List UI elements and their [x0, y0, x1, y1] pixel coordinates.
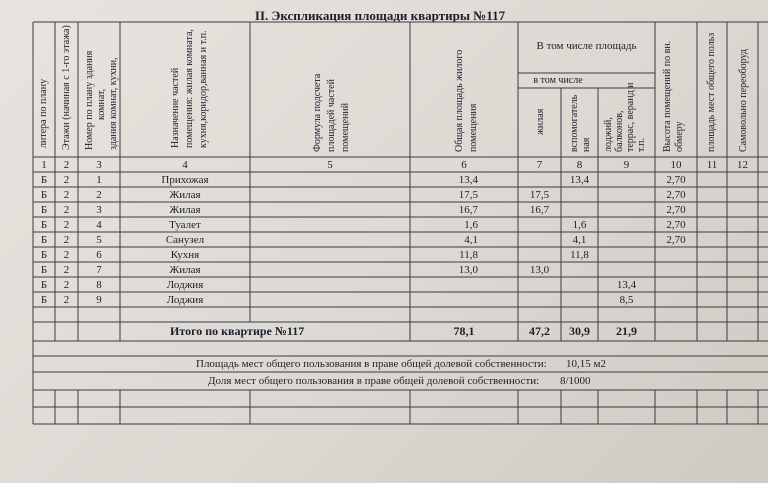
col-number: 7: [536, 159, 543, 171]
col-number: 10: [670, 159, 682, 171]
header-formula-1: Формула подсчета: [312, 73, 323, 152]
totals-living: 47,2: [529, 324, 550, 338]
header-total-area-1: Общая площадь жилого: [454, 49, 465, 152]
cell-name: Санузел: [165, 234, 205, 246]
header-floor: Этажи (начиная с 1-го этажа): [61, 25, 72, 150]
header-total-area-2: помещения: [468, 103, 479, 152]
cell-number: 1: [96, 174, 102, 186]
cell-litera: Б: [40, 174, 48, 186]
cell-floor: 2: [63, 174, 70, 186]
cell-name: Жилая: [169, 189, 201, 201]
header-formula-2: площадей частей: [326, 79, 337, 152]
col-number: 9: [623, 159, 630, 171]
cell-floor: 2: [63, 279, 70, 291]
cell-floor: 2: [63, 249, 70, 261]
cell-floor: 2: [63, 234, 70, 246]
col-number: 4: [182, 159, 188, 171]
cell-floor: 2: [63, 264, 70, 276]
cell-litera: Б: [40, 249, 48, 261]
cell-floor: 2: [63, 219, 70, 231]
cell-total: 16,7: [458, 204, 478, 216]
header-living: жилая: [535, 108, 546, 135]
cell-total: 13,4: [458, 174, 478, 186]
page-title: II. Экспликация площади квартиры №117: [254, 8, 506, 23]
cell-aux: 11,8: [570, 249, 589, 261]
cell-number: 7: [96, 264, 102, 276]
cell-floor: 2: [63, 189, 70, 201]
cell-height: 2,70: [666, 234, 686, 246]
cell-living: 16,7: [529, 204, 550, 216]
common-area-value: 10,15 м2: [566, 358, 606, 370]
cell-name: Лоджия: [166, 294, 204, 306]
header-litera: литера по плану: [38, 78, 49, 148]
cell-height: 2,70: [666, 174, 686, 186]
header-formula-3: помещений: [340, 102, 351, 152]
cell-number: 9: [96, 294, 102, 306]
header-loggia-4: т.п.: [636, 138, 647, 152]
header-room-number-3: здания комнат, кухни,: [108, 57, 119, 150]
col-number: 5: [327, 159, 333, 171]
cell-total: 11,8: [459, 249, 478, 261]
cell-floor: 2: [63, 204, 70, 216]
header-aux-1: вспомогатель: [569, 94, 580, 152]
cell-litera: Б: [40, 189, 48, 201]
cell-number: 5: [96, 234, 102, 246]
cell-loggia: 13,4: [616, 279, 637, 291]
cell-loggia: 8,5: [619, 294, 634, 306]
cell-number: 8: [96, 279, 102, 291]
header-room-number-2: комнат,: [96, 88, 107, 120]
cell-litera: Б: [40, 204, 48, 216]
cell-name: Жилая: [169, 204, 201, 216]
cell-height: 2,70: [666, 189, 686, 201]
col-number: 1: [41, 159, 47, 171]
cell-number: 6: [96, 249, 102, 261]
common-share-value: 8/1000: [560, 375, 591, 387]
cell-total: 1,6: [464, 219, 478, 231]
cell-litera: Б: [40, 294, 48, 306]
totals-aux: 30,9: [569, 324, 590, 338]
col-number: 11: [706, 159, 718, 171]
col-number: 6: [461, 159, 467, 171]
cell-name: Прихожая: [161, 174, 209, 186]
col-number: 12: [737, 159, 748, 171]
header-loggia-3: террас, веранд и: [625, 82, 636, 152]
header-purpose-3: кухня,коридор,ванная и т.п.: [198, 30, 209, 148]
common-area-label: Площадь мест общего пользования в праве общей долевой собственности:: [196, 358, 547, 370]
cell-number: 2: [96, 189, 102, 201]
header-height-2: обмеру: [674, 121, 685, 152]
header-in-number: в том числе: [533, 75, 583, 86]
header-common-area: площадь мест общего польз: [706, 32, 717, 152]
cell-aux: 1,6: [572, 219, 587, 231]
col-number: 3: [96, 159, 102, 171]
cell-name: Жилая: [169, 264, 201, 276]
cell-aux: 13,4: [569, 174, 590, 186]
cell-total: 4,1: [464, 234, 478, 246]
header-in-total: В том числе площадь: [536, 40, 637, 52]
cell-litera: Б: [40, 219, 48, 231]
totals-label: Итого по квартире №117: [170, 324, 305, 338]
header-unauthorized: Самовольно переоборуд: [738, 48, 749, 152]
totals-total: 78,1: [453, 324, 475, 338]
header-purpose-2: помещения: жилая комната,: [184, 29, 195, 148]
header-loggia-2: балконов,: [614, 110, 625, 152]
cell-height: 2,70: [666, 204, 686, 216]
cell-name: Лоджия: [166, 279, 204, 291]
cell-floor: 2: [63, 294, 70, 306]
totals-loggia: 21,9: [616, 324, 637, 338]
header-purpose-1: Назначение частей: [170, 67, 181, 148]
common-share-label: Доля мест общего пользования в праве общей долевой собственности:: [208, 375, 540, 387]
cell-total: 13,0: [458, 264, 478, 276]
cell-height: 2,70: [666, 219, 686, 231]
header-room-number-1: Номер по плану здания: [84, 50, 95, 150]
header-loggia-1: лоджий,: [603, 117, 614, 152]
col-number: 2: [63, 159, 70, 171]
cell-number: 4: [96, 219, 102, 231]
cell-living: 13,0: [529, 264, 550, 276]
cell-litera: Б: [40, 279, 48, 291]
col-number: 8: [576, 159, 583, 171]
header-aux-2: ная: [581, 137, 592, 152]
header-height-1: Высота помещений по вн.: [662, 40, 673, 152]
cell-name: Кухня: [170, 249, 200, 261]
cell-litera: Б: [40, 234, 48, 246]
cell-total: 17,5: [458, 189, 478, 201]
cell-litera: Б: [40, 264, 48, 276]
cell-living: 17,5: [529, 189, 550, 201]
cell-number: 3: [96, 204, 102, 216]
cell-aux: 4,1: [572, 234, 587, 246]
cell-name: Туалет: [169, 219, 201, 231]
